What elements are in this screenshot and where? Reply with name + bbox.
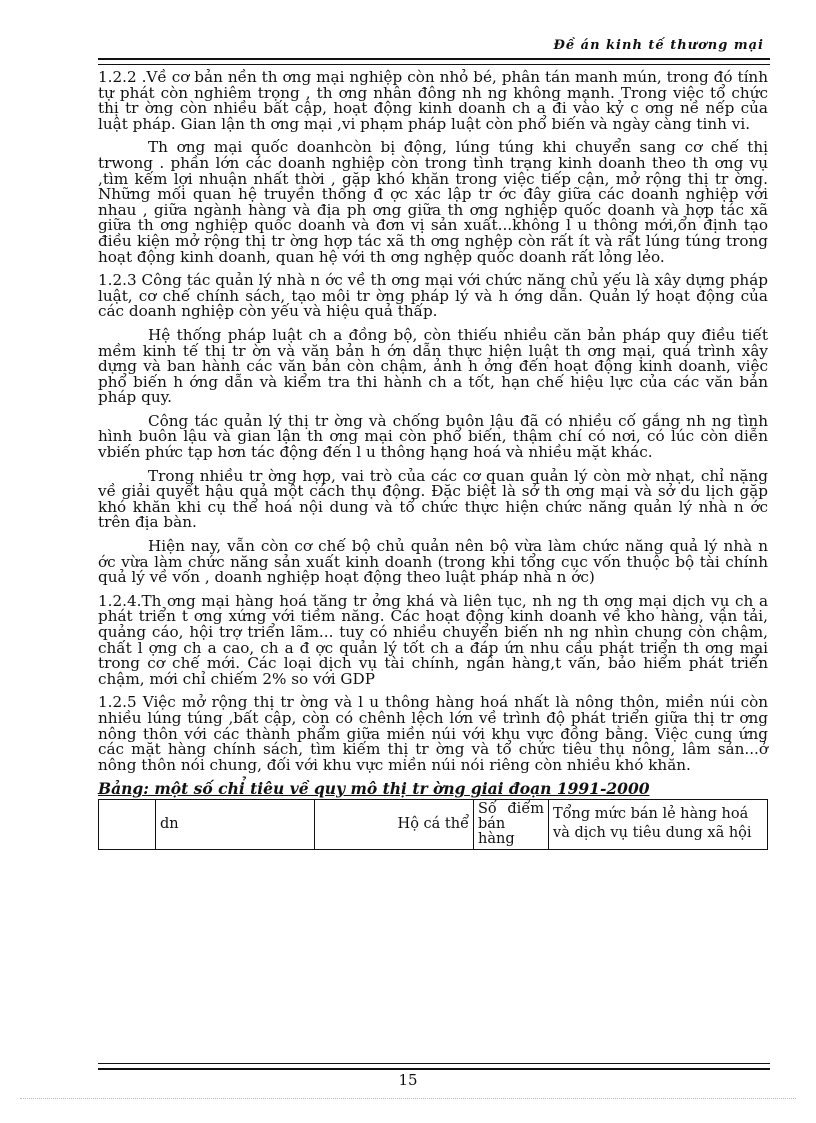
paragraph-state-trade: Th ơng mại quốc doanhcòn bị động, lúng túng khi chuyển sang cơ chế thị trwong . phần lớn các doanh nghiệp còn trong tình trạng kinh doanh theo th ơng vụ ,tìm kếm lợi nhuận nhất thời , gặp khó khăn trong việc tiếp cận, mở rộng thị tr ờng. Những mối quan hệ truyền thống đ ợc xác lập tr ớc đây giữa các doanh nghiệp với nhau , giữa ngành hàng và địa ph ơng giữa th ơng nghiệp quốc doanh và hợp tác xã giữa th ơng nghiệp quốc doanh và đơn vị sản xuất...không l u thông mới,ổn định tạo điều kiện mở rộng thị tr ờng hợp tác xã th ơng nghệp còn rất ít và rất lúng túng trong hoạt động kinh doanh, quan hệ với th ơng nghệp quốc doanh rất lỏng lẻo. [98,138,768,266]
page-header: Đề án kinh tế thương mại [553,38,764,53]
market-scale-table [98,799,768,850]
document-body [98,70,768,850]
paragraph-1-2-3: 1.2.3 Công tác quản lý nhà n ớc về th ơng mại với chức năng chủ yếu là xây dựng pháp luật, cơ chế chính sách, tạo môi tr ờng pháp lý và h ớng dẫn. Quản lý hoạt động của các doanh nghiệp còn yếu và hiệu quả thấp. [98,271,768,321]
paragraph-legal-system: Hệ thống pháp luật ch a đồng bộ, còn thiếu nhiều căn bản pháp quy điều tiết mềm kinh tế thị tr ờn và văn bản h ớn dẫn thực hiện luật th ơng mại, quá trình xây dựng và ban hành các văn bản còn chậm, ảnh h ởng đến hoạt động kinh doanh, việc phổ biến h ớng dẫn và kiểm tra thi hành ch a tốt, hạn chế hiệu lực của các văn bản pháp quy. [98,325,768,407]
paragraph-market-management: Công tác quản lý thị tr ờng và chống buôn lậu đã có nhiều cố gắng nh ng tình hình buôn lậu và gian lận th ơng mại còn phổ biến, thậm chí có nơi, có lúc còn diễn vbiến phức tạp hơn tác động đến l u thông hạng hoá và nhiều mặt khác. [98,411,768,462]
retail-total-line-2: và dịch vụ tiêu dung xã hội [553,825,752,842]
table-header-row [99,799,768,849]
table-header-points-of-sale: Số điểm bán hàng [474,799,549,849]
paragraph-agencies-role: Trong nhiều tr ờng hợp, vai trò của các cơ quan quản lý còn mờ nhạt, chỉ nặng về giải quyết hậu quả một cách thụ động. Đặc biệt là sở th ơng mại và sở du lịch gặp khó khăn khi cụ thể hoá nội dung và tổ chức thực hiện chức năng quản lý nhà n ớc trên địa bàn. [98,466,768,532]
page-edge-dotted-line [20,1098,796,1099]
paragraph-1-2-4: 1.2.4.Th ơng mại hàng hoá tăng tr ởng khá và liên tục, nh ng th ơng mại dịch vụ ch a phát triển t ơng xứng với tiềm năng. Các hoạt động kinh doanh về kho hàng, vận tải, quảng cáo, hội trợ triển lãm... tuy có nhiều chuyển biến nh ng nhìn chung còn chậm, chất l ợng ch a cao, ch a đ ợc quản lý tốt ch a đáp ứn nhu cầu phát triển th ơng mại trong cơ chế mới. Các loại dịch vụ tài chính, ngân hàng,t vấn, bảo hiểm phát triển chậm, mới chỉ chiếm 2% so với GDP [98,591,768,688]
footer-rule [98,1063,770,1070]
table-header-dn: dn [156,799,315,849]
paragraph-1-2-5: 1.2.5 Việc mở rộng thị tr ờng và l u thông hàng hoá nhất là nông thôn, miền núi còn nhiều lúng túng ,bất cập, còn có chênh lệch lớn về trình độ phát triển giữa thị tr ơng nông thôn với các thành phẩm giữa miền núi với khu vực đồng bằng. Việc cung ứng các mặt hàng chính sách, tìm kiếm thị tr ờng và tổ chức tiêu thụ nông, lâm sản...ở nông thôn nói chung, đối với khu vực miền núi nói riêng còn nhiều khó khăn. [98,693,768,774]
table-header-retail-total [549,799,768,849]
paragraph-1-2-2: 1.2.2 .Về cơ bản nền th ơng mại nghiệp còn nhỏ bé, phân tán manh mún, trong đó tính tự phát còn nghiêm trọng , th ơng nhân đông nh ng không mạnh. Trong việc tổ chức thị tr ờng còn nhiều bất cập, hoạt động kinh doanh ch a đi vào kỷ c ơng nề nếp của luật pháp. Gian lận th ơng mại ,vi phạm pháp luật còn phổ biến và ngày càng tinh vi. [98,68,768,133]
paragraph-ministry-mechanism: Hiện nay, vẫn còn cơ chế bộ chủ quản nên bộ vừa làm chức năng quả lý nhà n ớc vừa làm chức năng sản xuất kinh doanh (trong khi tổng cục vốn thuộc bộ tài chính quả lý về vốn , doanh nghiệp hoạt động theo luật pháp nhà n ớc) [98,537,768,587]
table-header-households: Hộ cá thể [315,799,474,849]
table-caption: Bảng: một số chỉ tiêu về quy mô thị tr ờng giai đoạn 1991-2000 [98,779,650,799]
header-rule [98,58,770,65]
page-number: 15 [398,1071,418,1089]
retail-total-line-1: Tổng mức bán lẻ hàng hoá [553,806,749,823]
table-cell-empty [99,799,156,849]
